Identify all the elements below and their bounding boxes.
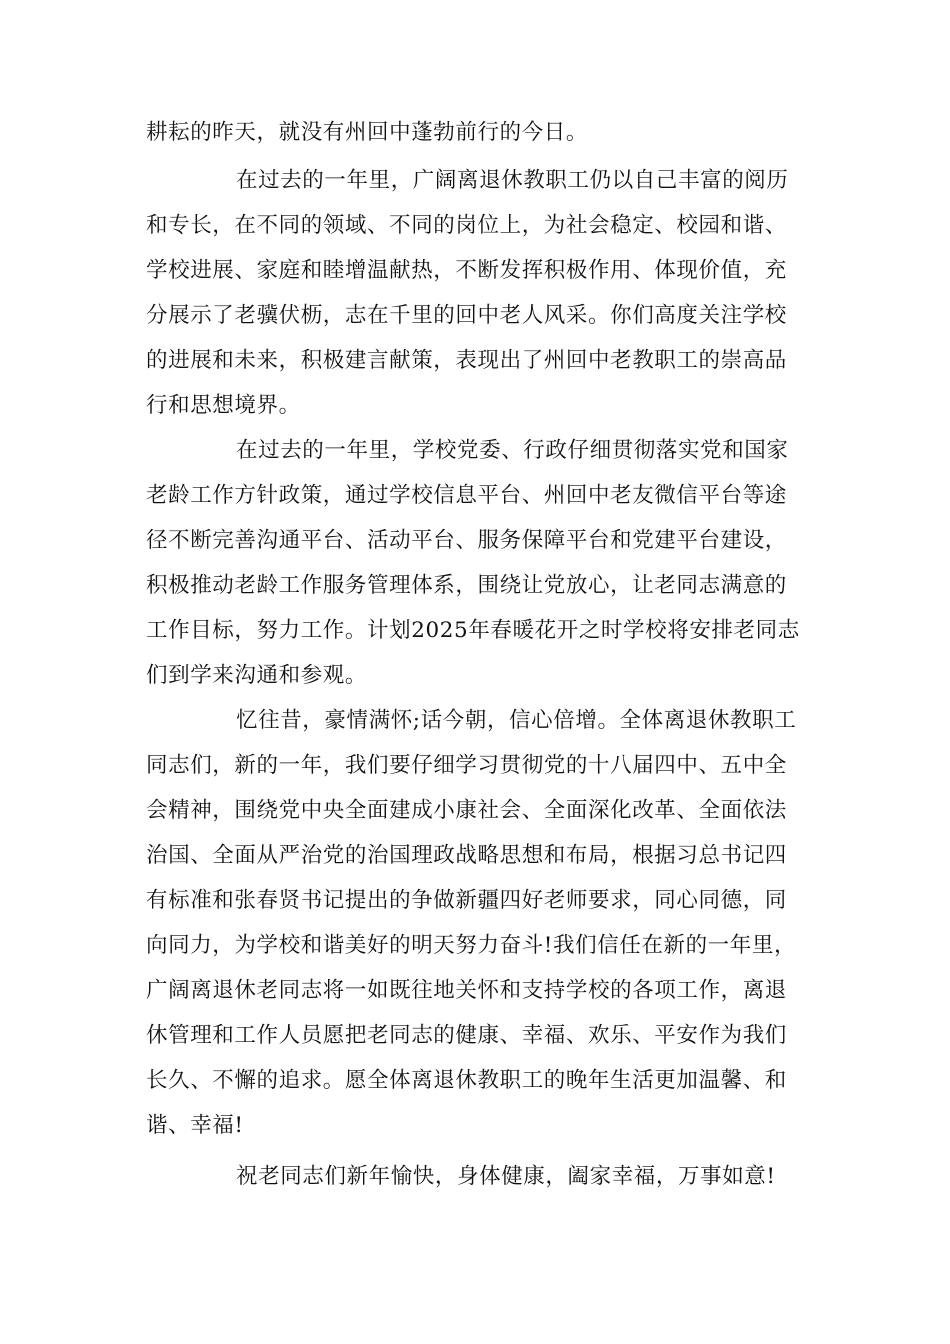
text-line: 向同力，为学校和谐美好的明天努力奋斗!我们信任在新的一年里， — [146, 933, 797, 958]
text-line: 会精神，围绕党中央全面建成小康社会、全面深化改革、全面依法 — [146, 798, 787, 823]
text-line: 在过去的一年里，学校党委、行政仔细贯彻落实党和国家 — [236, 438, 789, 463]
text-line: 同志们，新的一年，我们要仔细学习贯彻党的十八届四中、五中全 — [146, 753, 787, 778]
text-line: 休管理和工作人员愿把老同志的健康、幸福、欢乐、平安作为我们 — [146, 1023, 787, 1048]
text-line: 分展示了老骥伏枥，志在千里的回中老人风采。你们高度关注学校 — [146, 303, 787, 328]
text-line: 老龄工作方针政策，通过学校信息平台、州回中老友微信平台等途 — [146, 483, 787, 508]
text-line: 祝老同志们新年愉快，身体健康，阖家幸福，万事如意! — [236, 1164, 776, 1189]
text-line: 治国、全面从严治党的治国理政战略思想和布局，根据习总书记四 — [146, 843, 787, 868]
text-line: 工作目标，努力工作。计划2025年春暖花开之时学校将安排老同志 — [146, 618, 800, 643]
text-line: 广阔离退休老同志将一如既往地关怀和支持学校的各项工作，离退 — [146, 978, 787, 1003]
text-line: 径不断完善沟通平台、活动平台、服务保障平台和党建平台建设， — [146, 528, 787, 553]
text-line: 行和思想境界。 — [146, 393, 301, 418]
text-line: 耕耘的昨天，就没有州回中蓬勃前行的今日。 — [146, 120, 589, 145]
text-line: 有标准和张春贤书记提出的争做新疆四好老师要求，同心同德，同 — [146, 888, 787, 913]
text-line: 学校进展、家庭和睦增温献热，不断发挥积极作用、体现价值，充 — [146, 258, 787, 283]
text-line: 谐、幸福! — [146, 1113, 244, 1138]
text-line: 和专长，在不同的领域、不同的岗位上，为社会稳定、校园和谐、 — [146, 213, 787, 238]
text-line: 积极推动老龄工作服务管理体系，围绕让党放心，让老同志满意的 — [146, 573, 787, 598]
text-line: 的进展和未来，积极建言献策，表现出了州回中老教职工的崇高品 — [146, 348, 787, 373]
text-line: 们到学来沟通和参观。 — [146, 663, 368, 688]
text-line: 忆往昔，豪情满怀;话今朝，信心倍增。全体离退休教职工 — [236, 708, 797, 733]
text-line: 长久、不懈的追求。愿全体离退休教职工的晚年生活更加温馨、和 — [146, 1068, 787, 1093]
text-line: 在过去的一年里，广阔离退休教职工仍以自己丰富的阅历 — [236, 168, 789, 193]
